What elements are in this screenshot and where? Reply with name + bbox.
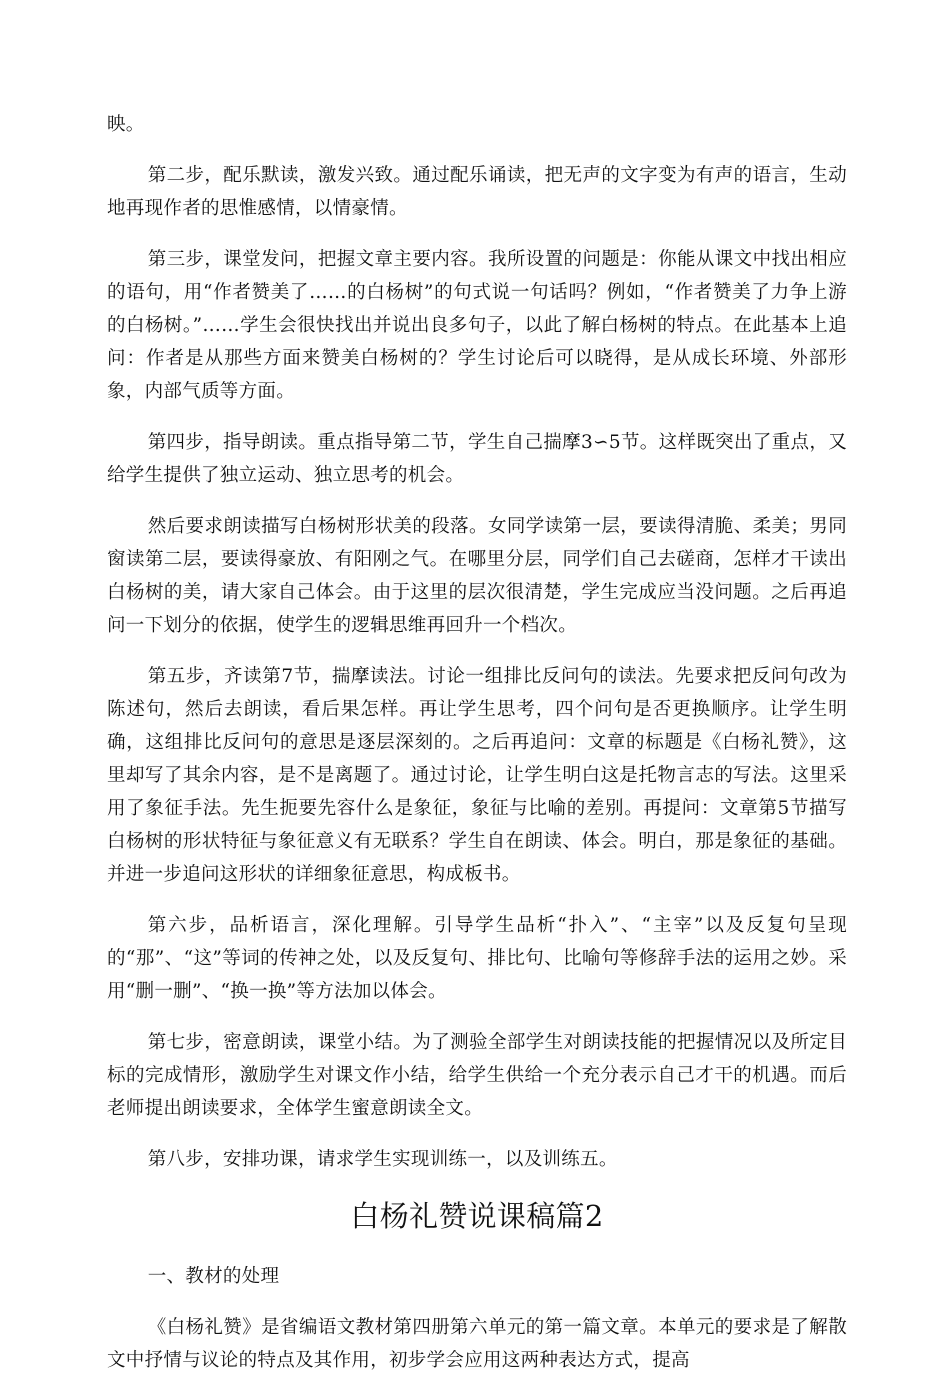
paragraph-continuation: 映。 bbox=[107, 114, 145, 135]
paragraph-step-4: 第四步，指导朗读。重点指导第二节，学生自己揣摩3∽5节。这样既突出了重点，又给学生提供了独立运动、独立思考的机会。 bbox=[107, 432, 847, 486]
paragraph-step-5: 第五步，齐读第7节，揣摩读法。讨论一组排比反问句的读法。先要求把反问句改为陈述句，然后去朗读，看后果怎样。再让学生思考，四个问句是否更换顺序。让学生明确，这组排比反问句的意思是逐层深刻的。之后再追问：文章的标题是《白杨礼赞》，这里却写了其余内容，是不是离题了。通过讨论，让学生明白这是托物言志的写法。这里采用了象征手法。先生扼要先容什么是象征，象征与比喻的差别。再提问：文章第5节描写白杨树的形状特征与象征意义有无联系？学生自在朗读、体会。明白，那是象征的基础。并进一步追问这形状的详细象征意思，构成板书。 bbox=[107, 666, 847, 885]
section-title: 白杨礼赞说课稿篇2 bbox=[350, 1199, 604, 1233]
paragraph-step-8: 第八步，安排功课，请求学生实现训练一，以及训练五。 bbox=[147, 1149, 618, 1170]
paragraph-reading-shape: 然后要求朗读描写白杨树形状美的段落。女同学读第一层，要读得清脆、柔美；男同窗读第二层，要读得豪放、有阳刚之气。在哪里分层，同学们自己去磋商，怎样才干读出白杨树的美，请大家自己体会。由于这里的层次很清楚，学生完成应当没问题。之后再追问一下划分的依据，使学生的逻辑思维再回升一个档次。 bbox=[107, 516, 847, 636]
paragraph-step-6: 第六步，品析语言，深化理解。引导学生品析“扑入”、“主宰”以及反复句呈现的“那”、“这”等词的传神之处，以及反复句、排比句、比喻句等修辞手法的运用之妙。采用“删一删”、“换一换”等方法加以体会。 bbox=[107, 915, 847, 1002]
section-subheading: 一、教材的处理 bbox=[147, 1266, 280, 1287]
paragraph-step-2: 第二步，配乐默读，激发兴致。通过配乐诵读，把无声的文字变为有声的语言，生动地再现作者的思惟感情，以情豪情。 bbox=[107, 165, 847, 219]
document-body bbox=[107, 108, 847, 1395]
paragraph-textbook-intro: 《白杨礼赞》是省编语文教材第四册第六单元的第一篇文章。本单元的要求是了解散文中抒情与议论的特点及其作用，初步学会应用这两种表达方式，提高 bbox=[107, 1317, 847, 1371]
paragraph-step-7: 第七步，密意朗读，课堂小结。为了测验全部学生对朗读技能的把握情况以及所定目标的完成情形，激励学生对课文作小结，给学生供给一个充分表示自己才干的机遇。而后老师提出朗读要求，全体学生蜜意朗读全文。 bbox=[107, 1032, 847, 1119]
paragraph-step-3: 第三步，课堂发问，把握文章主要内容。我所设置的问题是：你能从课文中找出相应的语句，用“作者赞美了……的白杨树”的句式说一句话吗？例如，“作者赞美了力争上游的白杨树。”……学生会很快找出并说出良多句子，以此了解白杨树的特点。在此基本上追问：作者是从那些方面来赞美白杨树的？学生讨论后可以晓得，是从成长环境、外部形象，内部气质等方面。 bbox=[107, 249, 847, 402]
